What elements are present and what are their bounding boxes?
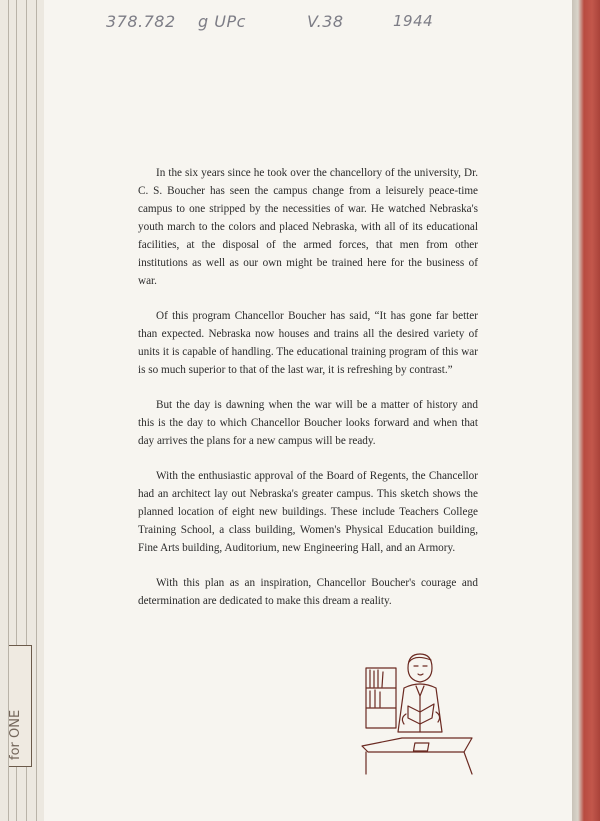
book-edge (572, 0, 600, 821)
edge-handwriting: for ONE (8, 709, 23, 760)
paragraph: But the day is dawning when the war will be a matter of history and this is the day to which Chancellor Boucher looks forward and when that day arrives the plans for a new campus will be ready. (138, 399, 478, 447)
paragraph: Of this program Chancellor Boucher has said, “It has gone far better than expected. Nebraska now houses and trains all the desired variety of units it is capable of handling. The educational training program of this war is so much superior to that of the last war, it is refreshing by contrast.” (138, 310, 478, 376)
volume-annotation: V.38 (307, 12, 344, 31)
collection-annotation: g UPc (198, 12, 246, 31)
paragraph: In the six years since he took over the chancellory of the university, Dr. C. S. Boucher has seen the campus change from a leisurely peace-time campus to one stripped by the necessities of war. He watched Nebraska's youth march to the colors and placed Nebraska, with all of its educational facilities, at the disposal of the armed forces, that men from other institutions as well as our own might be trained here for the business of war. (138, 167, 478, 287)
paragraph: With this plan as an inspiration, Chancellor Boucher's courage and determination are dedicated to make this dream a reality. (138, 577, 478, 607)
year-annotation: 1944 (393, 12, 434, 30)
paragraph: With the enthusiastic approval of the Board of Regents, the Chancellor had an architect lay out Nebraska's greater campus. This sketch shows the planned location of eight new buildings. These include Teachers College Training School, a class building, Women's Physical Education building, Fine Arts building, Auditorium, new Engineering Hall, and an Armory. (138, 470, 478, 554)
body-text (138, 164, 478, 627)
call-number-annotation: 378.782 (106, 12, 176, 31)
page-edge (36, 0, 37, 821)
chancellor-reading-illustration (360, 646, 475, 776)
